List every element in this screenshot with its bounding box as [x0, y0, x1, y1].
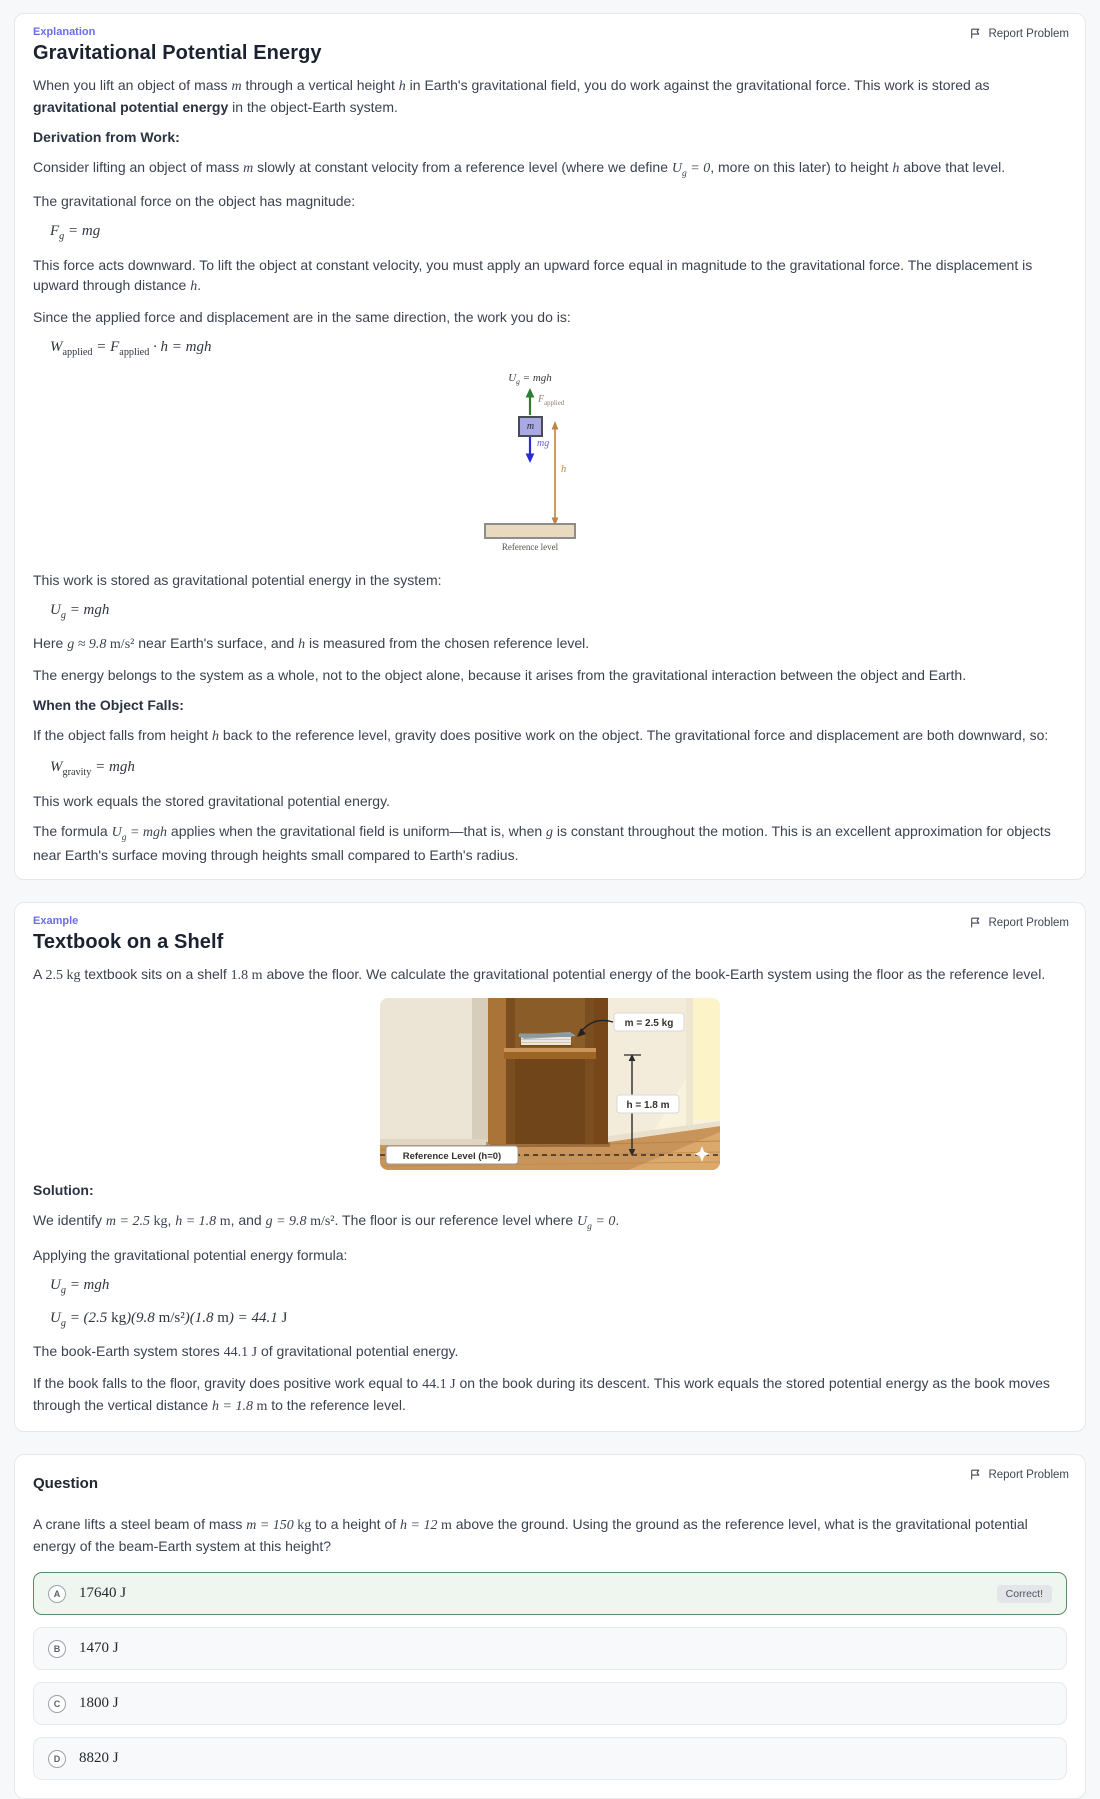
height-callout [617, 1095, 679, 1113]
height-arrow-top [552, 421, 559, 430]
flag-icon [969, 916, 982, 929]
formula: $U_g = (2.5$ kg)(9.8 m/s²)(1.8 m) = 44.1 J [50, 1309, 288, 1329]
paragraph: We identify m = 2.5 kg, h = 1.8 m, and g = 9.8 m/s². The floor is our reference level where $U_g = 0$. [33, 1212, 620, 1232]
flag-icon [969, 1468, 982, 1481]
correct-badge: Correct! [997, 1585, 1052, 1603]
bold-text: gravitational potential energy [33, 99, 229, 116]
option-text: 1470 J [79, 1640, 119, 1657]
weight-label: mg [537, 438, 550, 450]
explanation-card [14, 13, 1086, 880]
report-problem-label: Report Problem [988, 916, 1069, 929]
bold-text: Derivation from Work: [33, 129, 180, 146]
weight-arrow [526, 454, 535, 464]
paragraph: This work is stored as gravitational potential energy in the system: [33, 572, 442, 589]
option-text: 17640 J [79, 1585, 127, 1602]
answer-option-a[interactable] [33, 1572, 1067, 1615]
applied-force-arrow [526, 388, 535, 398]
question-card [14, 1454, 1086, 1799]
question-body [33, 1514, 1067, 1556]
example-title: Textbook on a Shelf [33, 931, 224, 954]
inline-math: h [398, 79, 406, 94]
page-title: Gravitational Potential Energy [33, 42, 322, 64]
reference-level-label: Reference level [501, 542, 559, 553]
inline-math: m [243, 161, 254, 177]
card-kicker: Example [33, 915, 79, 928]
answer-options [33, 1572, 1067, 1780]
option-letter-badge: B [48, 1640, 66, 1658]
shelf-illustration [380, 998, 720, 1170]
answer-option-c[interactable] [33, 1682, 1067, 1725]
paragraph [33, 127, 1067, 147]
applied-force-label: $F_{applied}$ [538, 394, 565, 408]
option-text: 1800 J [79, 1695, 119, 1712]
paragraph: Consider lifting an object of mass m slowly at constant velocity from a reference level (where we define $U_g = 0$, more on this later) to height h above that level. [33, 159, 1006, 179]
explanation-body [33, 75, 1067, 865]
inline-math: 44.1 J [223, 1345, 258, 1361]
inline-math: h = 1.8 m [212, 1399, 268, 1415]
formula: $U_g$ = mgh [50, 1276, 110, 1296]
inline-math: $U_g = 0$ [577, 1214, 616, 1232]
window [693, 998, 720, 1120]
bold-text: When the Object Falls: [33, 697, 184, 714]
inline-math: h = 1.8 m [175, 1214, 231, 1230]
inline-math: 44.1 J [422, 1377, 456, 1393]
paragraph: Here g ≈ 9.8 m/s² near Earth's surface, and h is measured from the chosen reference level. [33, 635, 590, 653]
reference-callout-label: Reference Level (h=0) [402, 1151, 502, 1163]
paragraph: This force acts downward. To lift the object at constant velocity, you must apply an upward force equal in magnitude to the gravitational force. The displacement is upward through distance h. [33, 256, 1033, 294]
reference-level-bar [484, 523, 576, 539]
mass-callout-label: m = 2.5 kg [624, 1018, 674, 1030]
paragraph: This work equals the stored gravitational potential energy. [33, 792, 390, 809]
inline-math: m = 150 kg [246, 1518, 312, 1534]
inline-math: h = 12 m [400, 1518, 452, 1534]
paragraph: A 2.5 kg textbook sits on a shelf 1.8 m above the floor. We calculate the gravitational potential energy of the book-Earth system using the floor as the reference level. [33, 966, 1046, 984]
report-problem-button[interactable] [969, 27, 1069, 40]
formula: $F_g$ = mg [50, 223, 101, 243]
paragraph [33, 695, 1067, 715]
inline-math: g [546, 824, 554, 840]
baseboard-left [380, 1139, 490, 1145]
inline-math: m = 2.5 kg [105, 1214, 168, 1230]
paragraph: A crane lifts a steel beam of mass m = 150 kg to a height of h = 12 m above the ground. Using the ground as the reference level, what is the gravitational potential energy of the beam-Earth system at this height? [33, 1516, 1028, 1555]
inline-math: g = 9.8 m/s² [265, 1214, 335, 1230]
paragraph: The book-Earth system stores 44.1 J of gravitational potential energy. [33, 1343, 459, 1361]
paragraph: The energy belongs to the system as a whole, not to the object alone, because it arises from the gravitational interaction between the object and Earth. [33, 667, 967, 684]
answer-option-b[interactable] [33, 1627, 1067, 1670]
height-label: h [561, 464, 567, 476]
question-header: Question [33, 1475, 99, 1493]
inline-math: m [231, 79, 242, 94]
paragraph: The gravitational force on the object has magnitude: [33, 193, 356, 210]
mass-box [518, 416, 543, 437]
report-problem-label: Report Problem [988, 1468, 1069, 1481]
option-letter-badge: C [48, 1695, 66, 1713]
inline-math: $U_g = 0$ [671, 161, 711, 179]
formula: $U_g$ = mgh [50, 602, 110, 622]
bold-text: Solution: [33, 1182, 94, 1199]
option-text: 8820 J [79, 1750, 119, 1767]
inline-math: h [190, 278, 198, 294]
option-letter-badge: A [48, 1585, 66, 1603]
inline-math: g ≈ 9.8 m/s² [67, 637, 135, 653]
paragraph [33, 1180, 1067, 1200]
report-problem-label: Report Problem [988, 27, 1069, 40]
flag-icon [969, 27, 982, 40]
report-problem-button[interactable] [969, 1468, 1069, 1481]
example-card [14, 902, 1086, 1432]
lift-work-diagram [440, 372, 660, 560]
formula: $W_{applied} = F_{applied} \cdot h$ = mgh [50, 338, 212, 358]
paragraph: The formula $U_g$ = mgh applies when the gravitational field is uniform—that is, when g is constant throughout the motion. This is an excellent approximation for objects near Earth's surface moving through heights small compared to Earth's radius. [33, 822, 1051, 864]
inline-math: h [298, 637, 306, 653]
report-problem-button[interactable] [969, 916, 1069, 929]
inline-math: 1.8 m [230, 968, 263, 984]
paragraph: Applying the gravitational potential energy formula: [33, 1246, 348, 1263]
paragraph: If the book falls to the floor, gravity does positive work equal to 44.1 J on the book during its descent. This work equals the stored potential energy as the book moves through the vertical distance h = 1.8 m to the reference level. [33, 1375, 1050, 1415]
paragraph: When you lift an object of mass m through a vertical height h in Earth's gravitational field, you do work against the gravitational force. This work is stored as gravitational potential energy in the object-Earth system. [33, 77, 990, 116]
formula: $W_{gravity}$ = mgh [50, 759, 135, 779]
example-body [33, 964, 1067, 1417]
textbook [518, 1032, 576, 1047]
option-letter-badge: D [48, 1750, 66, 1768]
inline-math: h [892, 161, 900, 177]
inline-math: h [211, 729, 219, 745]
inline-math: $U_g$ = mgh [111, 824, 168, 843]
window-frame [686, 998, 693, 1126]
mass-box-label: m [526, 421, 535, 433]
height-callout-label: h = 1.8 m [626, 1100, 670, 1112]
reference-callout [386, 1146, 518, 1164]
answer-option-d[interactable] [33, 1737, 1067, 1780]
paragraph: If the object falls from height h back to the reference level, gravity does positive work on the object. The gravitational force and displacement are both downward, so: [33, 727, 1049, 745]
card-kicker: Explanation [33, 26, 96, 38]
bookshelf [486, 998, 610, 1147]
paragraph: Since the applied force and displacement are in the same direction, the work you do is: [33, 308, 571, 325]
inline-math: 2.5 kg [45, 968, 81, 984]
diagram-energy-label: $U_g$ = mgh [508, 372, 552, 387]
